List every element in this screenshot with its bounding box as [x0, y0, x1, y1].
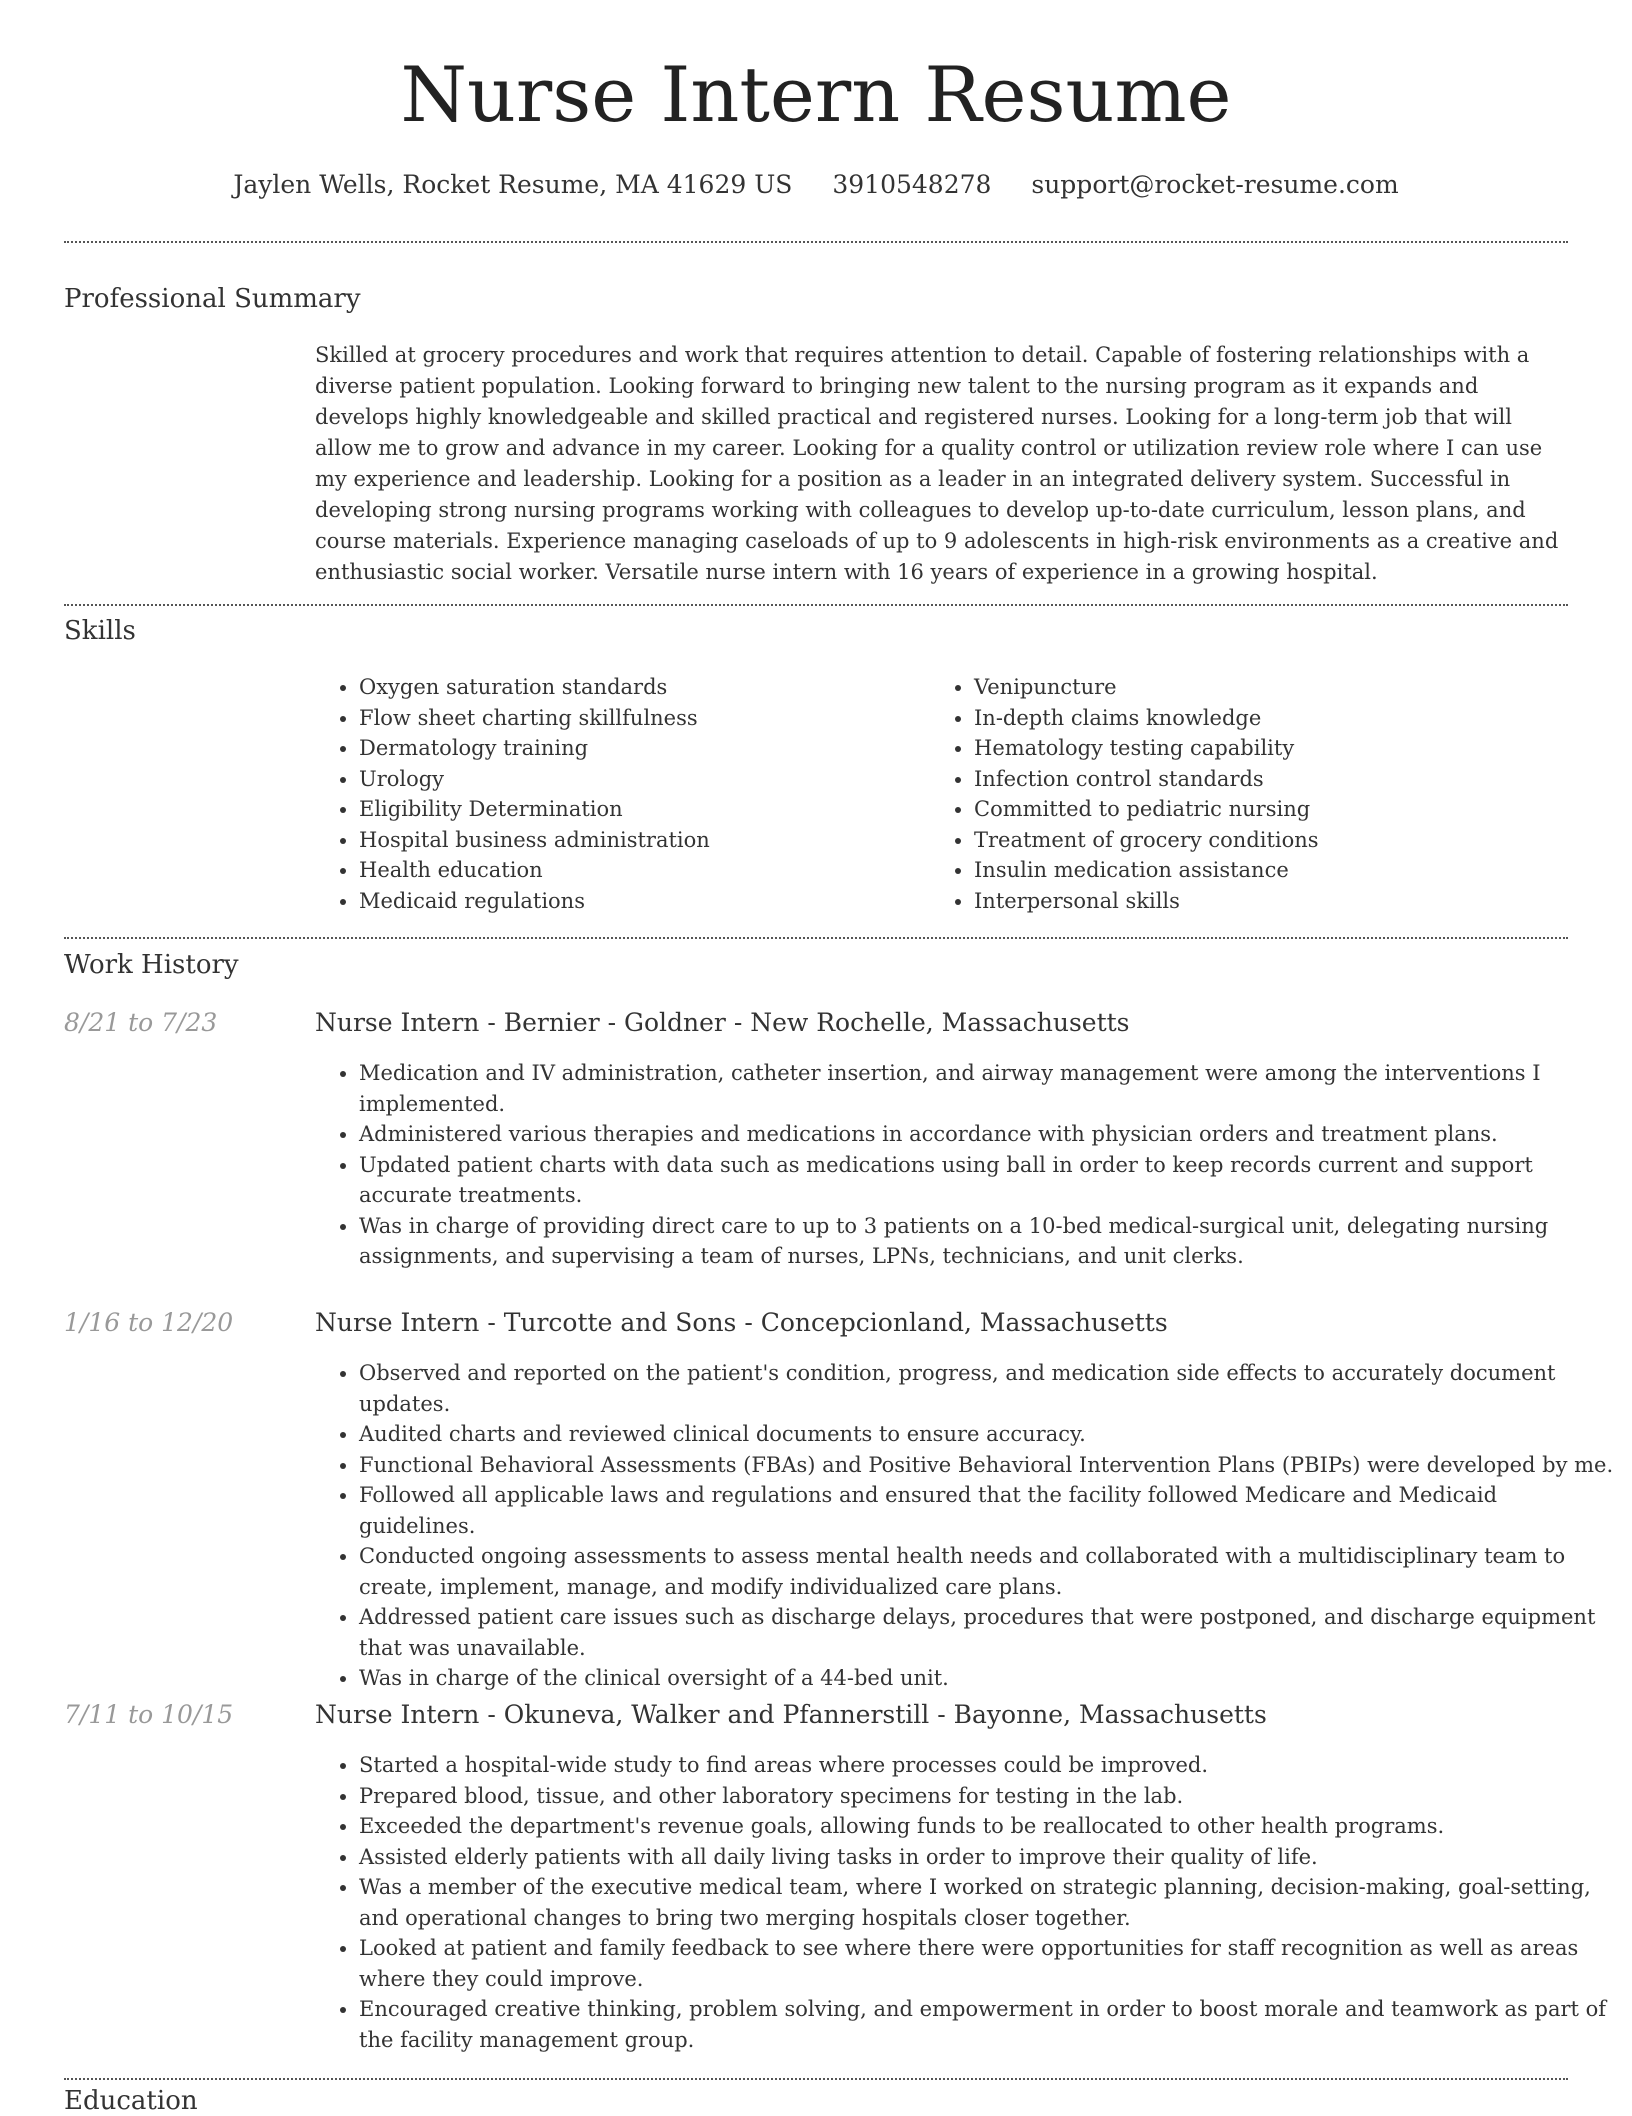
job-bullet: • Was a member of the executive medical team, where I worked on strategic planning, decision-making, goal-setting, and operational changes to bring two merging hospitals closer together. — [359, 1872, 1614, 1933]
job-bullet: • Administered various therapies and medications in accordance with physician orders and treatment plans. — [359, 1119, 1614, 1150]
divider — [64, 241, 1568, 243]
page-title: Nurse Intern Resume — [400, 50, 1232, 139]
skill-item: • Flow sheet charting skillfulness — [359, 703, 710, 734]
skill-item: • Interpersonal skills — [974, 886, 1319, 917]
contact-address: Jaylen Wells, Rocket Resume, MA 41629 US — [233, 170, 793, 199]
skill-item: • Venipuncture — [974, 672, 1319, 703]
divider — [64, 2078, 1568, 2080]
job-dates: 1/16 to 12/20 — [64, 1308, 234, 1337]
section-title-summary: Professional Summary — [64, 284, 361, 314]
job-bullet: • Started a hospital-wide study to find areas where processes could be improved. — [359, 1750, 1614, 1781]
skills-list-left — [315, 672, 710, 916]
skill-item: • Hematology testing capability — [974, 733, 1319, 764]
job-bullet: • Functional Behavioral Assessments (FBAs) and Positive Behavioral Intervention Plans (PBIPs) were developed by me. — [359, 1450, 1614, 1481]
job-bullets — [315, 1750, 1614, 2055]
skill-item: • Health education — [359, 855, 710, 886]
divider — [64, 937, 1568, 939]
job-bullet: • Followed all applicable laws and regulations and ensured that the facility followed Medicare and Medicaid guidelines. — [359, 1480, 1614, 1541]
job-bullet: • Exceeded the department's revenue goals, allowing funds to be reallocated to other health programs. — [359, 1811, 1614, 1842]
job-bullet: • Encouraged creative thinking, problem solving, and empowerment in order to boost morale and teamwork as part of the facility management group. — [359, 1994, 1614, 2055]
skill-item: • Dermatology training — [359, 733, 710, 764]
section-title-work: Work History — [64, 950, 239, 980]
job-bullet: • Assisted elderly patients with all daily living tasks in order to improve their quality of life. — [359, 1842, 1614, 1873]
job-bullet: • Prepared blood, tissue, and other laboratory specimens for testing in the lab. — [359, 1781, 1614, 1812]
job-title: Nurse Intern - Turcotte and Sons - Concepcionland, Massachusetts — [315, 1308, 1168, 1337]
job-bullet: • Conducted ongoing assessments to assess mental health needs and collaborated with a multidisciplinary team to create, implement, manage, and modify individualized care plans. — [359, 1541, 1614, 1602]
contact-line — [0, 170, 1632, 199]
skill-item: • Medicaid regulations — [359, 886, 710, 917]
skill-item: • Committed to pediatric nursing — [974, 794, 1319, 825]
job-bullets — [315, 1058, 1614, 1272]
job-title: Nurse Intern - Okuneva, Walker and Pfannerstill - Bayonne, Massachusetts — [315, 1700, 1267, 1729]
job-bullet: • Addressed patient care issues such as discharge delays, procedures that were postponed, and discharge equipment that was unavailable. — [359, 1602, 1614, 1663]
job-bullet: • Was in charge of the clinical oversight of a 44-bed unit. — [359, 1663, 1614, 1694]
job-dates: 7/11 to 10/15 — [64, 1700, 234, 1729]
job-dates: 8/21 to 7/23 — [64, 1008, 218, 1037]
job-bullet: • Updated patient charts with data such as medications using ball in order to keep records current and support accurate treatments. — [359, 1150, 1614, 1211]
job-bullet: • Observed and reported on the patient's condition, progress, and medication side effects to accurately document updates. — [359, 1358, 1614, 1419]
job-bullet: • Medication and IV administration, catheter insertion, and airway management were among the interventions I implemented. — [359, 1058, 1614, 1119]
skill-item: • Insulin medication assistance — [974, 855, 1319, 886]
contact-email: support@rocket-resume.com — [1031, 170, 1399, 199]
section-title-education: Education — [64, 2086, 198, 2116]
skill-item: • Eligibility Determination — [359, 794, 710, 825]
job-bullet: • Was in charge of providing direct care to up to 3 patients on a 10-bed medical-surgical unit, delegating nursing assignments, and supervising a team of nurses, LPNs, technicians, and unit clerks. — [359, 1211, 1614, 1272]
divider — [64, 604, 1568, 606]
skill-item: • In-depth claims knowledge — [974, 703, 1319, 734]
skill-item: • Treatment of grocery conditions — [974, 825, 1319, 856]
skill-item: • Urology — [359, 764, 710, 795]
section-title-skills: Skills — [64, 616, 136, 646]
job-bullets — [315, 1358, 1614, 1694]
skill-item: • Hospital business administration — [359, 825, 710, 856]
job-title: Nurse Intern - Bernier - Goldner - New Rochelle, Massachusetts — [315, 1008, 1130, 1037]
job-bullet: • Looked at patient and family feedback to see where there were opportunities for staff recognition as well as areas where they could improve. — [359, 1933, 1614, 1994]
contact-phone: 3910548278 — [832, 170, 992, 199]
summary-text: Skilled at grocery procedures and work that requires attention to detail. Capable of fostering relationships with a diverse patient population. Looking forward to bringing new talent to the nursing program as it expands and develops highly knowledgeable and skilled practical and registered nurses. Looking for a long-term job that will allow me to grow and advance in my career. Looking for a quality control or utilization review role where I can use my experience and leadership. Looking for a position as a leader in an integrated delivery system. Successful in developing strong nursing programs working with colleagues to develop up-to-date curriculum, lesson plans, and course materials. Experience managing caseloads of up to 9 adolescents in high-risk environments as a creative and enthusiastic social worker. Versatile nurse intern with 16 years of experience in a growing hospital. — [315, 343, 1559, 584]
skill-item: • Infection control standards — [974, 764, 1319, 795]
skill-item: • Oxygen saturation standards — [359, 672, 710, 703]
skills-list-right — [930, 672, 1319, 916]
job-bullet: • Audited charts and reviewed clinical documents to ensure accuracy. — [359, 1419, 1614, 1450]
